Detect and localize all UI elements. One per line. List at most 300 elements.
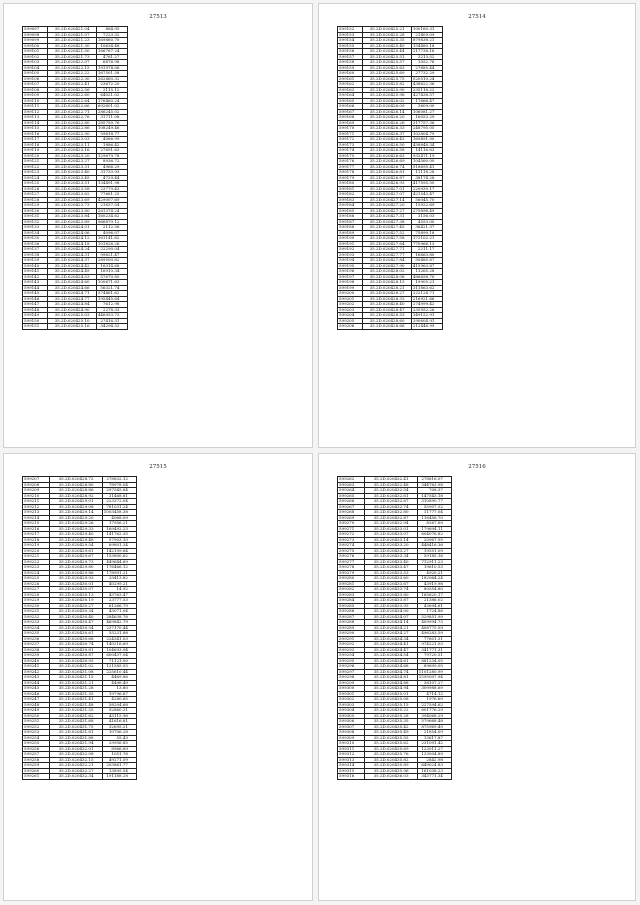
record-id-cell: 599245 [23,686,50,692]
parcel-code-cell: 35.2D.020434.07 [365,614,417,620]
amount-cell: 11777.04 [417,510,451,516]
parcel-code-cell: 35.2D.020433.40 [365,559,417,565]
amount-cell: 108249.46 [96,126,128,132]
parcel-code-cell: 35.2D.020430.87 [50,653,102,659]
parcel-code-cell: 35.2D.020425.69 [363,71,412,77]
table-row [338,82,443,88]
table-row [23,60,128,66]
record-id-cell: 599170 [338,126,363,132]
record-id-cell: 599236 [23,636,50,642]
table-row [338,109,443,115]
amount-cell: 27685.44 [411,65,443,71]
ledger-table [22,26,128,330]
table-row [23,241,128,247]
amount-cell: 2278.33 [96,307,128,313]
amount-cell: 29956.85 [102,741,136,747]
record-id-cell: 599161 [338,76,363,82]
parcel-code-cell: 35.2D.020431.41 [50,697,102,703]
parcel-code-cell: 35.2D.020425.82 [363,82,412,88]
amount-cell: 100160.31 [411,27,443,33]
amount-cell: 169492.23 [102,526,136,532]
parcel-code-cell: 35.2D.020426.87 [363,175,412,181]
table-row [338,208,443,214]
amount-cell: 579668.48 [417,719,451,725]
parcel-code-cell: 35.2D.020431.08 [50,669,102,675]
parcel-code-cell: 35.2D.020426.58 [363,148,412,154]
amount-cell: 290604.91 [411,318,443,324]
record-id-cell: 599260 [23,768,50,774]
amount-cell: 604076.82 [417,532,451,538]
amount-cell: 31468.81 [102,493,136,499]
amount-cell: 231091.42 [417,741,451,747]
amount-cell: 43763.47 [102,592,136,598]
parcel-code-cell: 35.2D.020424.24 [48,247,97,253]
record-id-cell: 599174 [338,148,363,154]
record-id-cell: 599250 [23,713,50,719]
parcel-code-cell: 35.2D.020432.15 [50,757,102,763]
amount-cell: 161141.62 [96,236,128,242]
parcel-code-cell: 35.2D.020433.34 [365,554,417,560]
parcel-code-cell: 35.2D.020434.94 [365,686,417,692]
parcel-code-cell: 35.2D.020435.08 [365,697,417,703]
table-row [338,313,443,319]
amount-cell: 176460.24 [96,98,128,104]
parcel-code-cell: 35.2D.020426.43 [363,137,412,143]
table-row [23,137,128,143]
parcel-code-cell: 35.2D.020429.73 [50,559,102,565]
amount-cell: 15922.69 [411,203,443,209]
table-row [23,296,128,302]
parcel-code-cell: 35.2D.020430.61 [50,631,102,637]
parcel-code-cell: 35.2D.020429.54 [50,543,102,549]
record-id-cell: 599311 [338,746,365,752]
record-id-cell: 599099 [23,38,48,44]
parcel-code-cell: 35.2D.020434.88 [365,680,417,686]
parcel-code-cell: 35.2D.020432.08 [50,752,102,758]
amount-cell: 21854.09 [417,730,451,736]
record-id-cell: 599116 [23,131,48,137]
amount-cell: 4761.27 [96,54,128,60]
record-id-cell: 599164 [338,93,363,99]
parcel-code-cell: 35.2D.020435.76 [365,752,417,758]
parcel-code-cell: 35.2D.020423.89 [48,219,97,225]
amount-cell: 100671.63 [96,280,128,286]
table-row [338,159,443,165]
parcel-code-cell: 35.2D.020422.66 [48,104,97,110]
table-row [23,203,128,209]
record-id-cell: 599193 [338,252,363,258]
record-id-cell: 599248 [23,702,50,708]
parcel-code-cell: 35.2D.020422.71 [48,109,97,115]
table-row [338,285,443,291]
record-id-cell: 599150 [23,318,48,324]
parcel-code-cell: 35.2D.020432.27 [50,768,102,774]
record-id-cell: 599162 [338,82,363,88]
parcel-code-cell: 35.2D.020421.04 [48,27,97,33]
record-id-cell: 599208 [23,482,50,488]
record-id-cell: 599295 [338,658,365,664]
record-id-cell: 599138 [23,252,48,258]
amount-cell: 275896.49 [411,208,443,214]
record-id-cell: 599283 [338,592,365,598]
amount-cell: 141762.35 [102,532,136,538]
amount-cell: 8267.69 [417,521,451,527]
parcel-code-cell: 35.2D.020421.07 [48,32,97,38]
record-id-cell: 599169 [338,120,363,126]
parcel-code-cell: 35.2D.020435.55 [365,735,417,741]
parcel-code-cell: 35.2D.020434.27 [365,631,417,637]
amount-cell: 43115.96 [102,713,136,719]
parcel-code-cell: 35.2D.020429.26 [50,521,102,527]
record-id-cell: 599143 [23,280,48,286]
record-id-cell: 599258 [23,757,50,763]
parcel-code-cell: 35.2D.020434.21 [365,625,417,631]
record-id-cell: 599254 [23,735,50,741]
amount-cell: 29413.82 [102,576,136,582]
parcel-code-cell: 35.2D.020423.58 [48,186,97,192]
amount-cell: 394068.29 [417,713,451,719]
parcel-code-cell: 35.2D.020425.03 [48,313,97,319]
record-id-cell: 599300 [338,686,365,692]
amount-cell: 966879.12 [96,219,128,225]
table-row [23,252,128,258]
amount-cell: 167501.58 [96,71,128,77]
parcel-code-cell: 35.2D.020424.42 [48,263,97,269]
amount-cell: 165620.17 [417,592,451,598]
parcel-code-cell: 35.2D.020422.22 [48,71,97,77]
record-id-cell: 599133 [23,225,48,231]
record-id-cell: 599312 [338,752,365,758]
parcel-code-cell: 35.2D.020433.53 [365,570,417,576]
record-id-cell: 599155 [338,43,363,49]
record-id-cell: 599100 [23,43,48,49]
amount-cell: 4068.09 [102,515,136,521]
table-row [338,65,443,71]
amount-cell: 932471.19 [411,153,443,159]
parcel-code-cell: 35.2D.020428.08 [363,274,412,280]
record-id-cell: 599189 [338,230,363,236]
amount-cell: 2115.12 [96,87,128,93]
amount-cell: 1101280.99 [417,669,451,675]
parcel-code-cell: 35.2D.020431.28 [50,686,102,692]
parcel-code-cell: 35.2D.020434.41 [365,642,417,648]
page-27515 [3,453,313,901]
parcel-code-cell: 35.2D.020435.62 [365,741,417,747]
record-id-cell: 599262 [338,477,365,483]
amount-cell: 2842.98 [417,757,451,763]
amount-cell: 692601.02 [96,104,128,110]
record-id-cell: 599241 [23,664,50,670]
amount-cell: 458848.34 [411,142,443,148]
amount-cell: 4714.12 [417,691,451,697]
record-id-cell: 599244 [23,680,50,686]
record-id-cell: 599233 [23,620,50,626]
record-id-cell: 599243 [23,675,50,681]
parcel-code-cell: 35.2D.020426.69 [363,159,412,165]
record-id-cell: 599186 [338,214,363,220]
record-id-cell: 599275 [338,548,365,554]
record-id-cell: 599159 [338,65,363,71]
amount-cell: 235952.26 [411,307,443,313]
parcel-code-cell: 35.2D.020433.74 [365,587,417,593]
amount-cell: 17956.21 [102,521,136,527]
parcel-code-cell: 35.2D.020427.84 [363,258,412,264]
parcel-code-cell: 35.2D.020423.51 [48,181,97,187]
table-row [338,54,443,60]
amount-cell: 182064.24 [417,576,451,582]
record-id-cell: 599153 [338,32,363,38]
record-id-cell: 599294 [338,653,365,659]
parcel-code-cell: 35.2D.020430.07 [50,587,102,593]
parcel-code-cell: 35.2D.020423.31 [48,164,97,170]
table-row [338,241,443,247]
parcel-code-cell: 35.2D.020424.90 [48,307,97,313]
parcel-code-cell: 35.2D.020427.45 [363,225,412,231]
table-row [23,192,128,198]
record-id-cell: 599316 [338,774,365,780]
amount-cell: 17666.47 [411,98,443,104]
amount-cell: 601776.29 [417,708,451,714]
parcel-code-cell: 35.2D.020431.94 [50,741,102,747]
parcel-code-cell: 35.2D.020433.80 [365,592,417,598]
amount-cell: 6876.98 [96,60,128,66]
table-row [23,247,128,253]
record-id-cell: 599144 [23,285,48,291]
parcel-code-cell: 35.2D.020427.90 [363,263,412,269]
parcel-code-cell: 35.2D.020430.40 [50,614,102,620]
parcel-code-cell: 35.2D.020431.88 [50,735,102,741]
amount-cell: 284638.76 [102,614,136,620]
amount-cell: 78978.04 [102,482,136,488]
amount-cell: 13617.87 [417,735,451,741]
record-id-cell: 599231 [23,609,50,615]
record-id-cell: 599120 [23,153,48,159]
amount-cell: 21386.02 [417,598,451,604]
parcel-code-cell: 35.2D.020426.09 [363,104,412,110]
parcel-code-cell: 35.2D.020434.61 [365,658,417,664]
parcel-code-cell: 35.2D.020421.30 [48,43,97,49]
table-row [338,137,443,143]
table-row [23,214,128,220]
amount-cell: 1051.76 [102,752,136,758]
record-id-cell: 599277 [338,559,365,565]
amount-cell: 77601.31 [417,636,451,642]
record-id-cell: 599149 [23,313,48,319]
parcel-code-cell: 35.2D.020433.93 [365,603,417,609]
parcel-code-cell: 35.2D.020431.48 [50,702,102,708]
record-id-cell: 599249 [23,708,50,714]
amount-cell: 41616.81 [102,719,136,725]
table-row [338,307,443,313]
amount-cell: 69801.34 [102,543,136,549]
table-row [338,197,443,203]
record-id-cell: 599123 [23,170,48,176]
parcel-code-cell: 35.2D.020432.54 [365,488,417,494]
parcel-code-cell: 35.2D.020422.60 [48,93,97,99]
record-id-cell: 599141 [23,269,48,275]
table-row [23,175,128,181]
parcel-code-cell: 35.2D.020426.63 [363,153,412,159]
amount-cell: 469842.79 [102,620,136,626]
amount-cell: 36421.37 [411,225,443,231]
record-id-cell: 599267 [338,504,365,510]
table-row [338,258,443,264]
amount-cell: 121585.55 [102,664,136,670]
amount-cell: 92860.31 [102,708,136,714]
amount-cell: 486658.70 [411,274,443,280]
amount-cell: 343771.34 [417,774,451,780]
table-row [23,313,128,319]
amount-cell: 172102.21 [411,236,443,242]
table-row [338,115,443,121]
amount-cell: 169860.70 [96,38,128,44]
parcel-code-cell: 35.2D.020428.02 [363,269,412,275]
record-id-cell: 599131 [23,214,48,220]
record-id-cell: 599223 [23,565,50,571]
table-row [338,219,443,225]
parcel-code-cell: 35.2D.020423.16 [48,148,97,154]
amount-cell: 27691.63 [96,148,128,154]
table-row [23,302,128,308]
amount-cell: 20967.95 [417,537,451,543]
record-id-cell: 599219 [23,543,50,549]
record-id-cell: 599119 [23,148,48,154]
amount-cell: 216921.66 [411,296,443,302]
record-id-cell: 599266 [338,499,365,505]
amount-cell: 49271.59 [102,757,136,763]
parcel-code-cell: 35.2D.020426.02 [363,98,412,104]
record-id-cell: 599196 [338,269,363,275]
table-row [338,318,443,324]
record-id-cell: 599115 [23,126,48,132]
amount-cell: 56045.70 [411,197,443,203]
amount-cell: 4920.21 [417,570,451,576]
record-id-cell: 599216 [23,526,50,532]
record-id-cell: 599272 [338,532,365,538]
amount-cell: 176466.12 [102,565,136,571]
amount-cell: 4096.07 [96,230,128,236]
amount-cell: 38174.28 [411,175,443,181]
record-id-cell: 599173 [338,142,363,148]
page-number: 27513 [149,14,167,20]
table-row [338,269,443,275]
amount-cell: 71121.00 [102,658,136,664]
parcel-code-cell: 35.2D.020429.86 [50,570,102,576]
parcel-code-cell: 35.2D.020434.34 [365,636,417,642]
amount-cell: 38107.27 [417,680,451,686]
table-row [23,170,128,176]
parcel-code-cell: 35.2D.020430.19 [50,598,102,604]
record-id-cell: 599163 [338,87,363,93]
record-id-cell: 599251 [23,719,50,725]
amount-cell: 19551.09 [417,548,451,554]
table-row [23,65,128,71]
amount-cell: 3156.03 [411,214,443,220]
amount-cell: 8936.72 [96,159,128,165]
parcel-code-cell: 35.2D.020427.14 [363,197,412,203]
record-id-cell: 599108 [23,87,48,93]
amount-cell: 23672.20 [96,82,128,88]
parcel-code-cell: 35.2D.020429.48 [50,537,102,543]
table-row [338,170,443,176]
table-row [338,104,443,110]
amount-cell: 79720.51 [417,653,451,659]
parcel-code-cell: 35.2D.020432.21 [50,763,102,769]
parcel-code-cell: 35.2D.020427.27 [363,208,412,214]
parcel-code-cell: 35.2D.020426.37 [363,131,412,137]
parcel-code-cell: 35.2D.020428.53 [363,313,412,319]
amount-cell: 43071.04 [102,609,136,615]
record-id-cell: 599187 [338,219,363,225]
record-id-cell: 599165 [338,98,363,104]
amount-cell: 80554.80 [417,587,451,593]
parcel-code-cell: 35.2D.020430.81 [50,647,102,653]
record-id-cell: 599265 [338,493,365,499]
amount-cell: 600437.04 [102,653,136,659]
parcel-code-cell: 35.2D.020425.75 [363,76,412,82]
table-row [23,181,128,187]
record-id-cell: 599171 [338,131,363,137]
parcel-code-cell: 35.2D.020432.41 [365,477,417,483]
parcel-code-cell: 35.2D.020429.20 [50,515,102,521]
table-row [23,87,128,93]
amount-cell: 220939.17 [411,186,443,192]
amount-cell: 123011.27 [417,746,451,752]
record-id-cell: 599306 [338,719,365,725]
record-id-cell: 599105 [23,71,48,77]
record-id-cell: 599111 [23,104,48,110]
amount-cell: 438822.36 [411,82,443,88]
parcel-code-cell: 35.2D.020431.15 [50,675,102,681]
record-id-cell: 599289 [338,625,365,631]
amount-cell: 166767.24 [96,49,128,55]
parcel-code-cell: 35.2D.020424.37 [48,258,97,264]
table-row [23,324,128,330]
record-id-cell: 599234 [23,625,50,631]
table-row [338,263,443,269]
parcel-code-cell: 35.2D.020435.28 [365,713,417,719]
parcel-code-cell: 35.2D.020427.71 [363,247,412,253]
parcel-code-cell: 35.2D.020435.89 [365,763,417,769]
record-id-cell: 599110 [23,98,48,104]
amount-cell: 881234.05 [417,658,451,664]
parcel-code-cell: 35.2D.020421.50 [48,49,97,55]
amount-cell: 16910.34 [96,269,128,275]
record-id-cell: 599137 [23,247,48,253]
record-id-cell: 599305 [338,713,365,719]
amount-cell: 16053.29 [411,115,443,121]
amount-cell: 349152.91 [411,313,443,319]
parcel-code-cell: 35.2D.020427.31 [363,214,412,220]
amount-cell: 75899.18 [411,230,443,236]
parcel-code-cell: 35.2D.020425.51 [363,54,412,60]
amount-cell: 427438.57 [411,93,443,99]
table-row [23,219,128,225]
record-id-cell: 599140 [23,263,48,269]
amount-cell: 1052.76 [411,60,443,66]
parcel-code-cell: 35.2D.020426.14 [363,109,412,115]
record-id-cell: 599264 [338,488,365,494]
record-id-cell: 599160 [338,71,363,77]
record-id-cell: 599209 [23,488,50,494]
record-id-cell: 599259 [23,763,50,769]
amount-cell: 448416.36 [417,543,451,549]
record-id-cell: 599109 [23,93,48,99]
parcel-code-cell: 35.2D.020431.35 [50,691,102,697]
parcel-code-cell: 35.2D.020433.67 [365,581,417,587]
record-id-cell: 599124 [23,175,48,181]
amount-cell: 56321.74 [96,285,128,291]
